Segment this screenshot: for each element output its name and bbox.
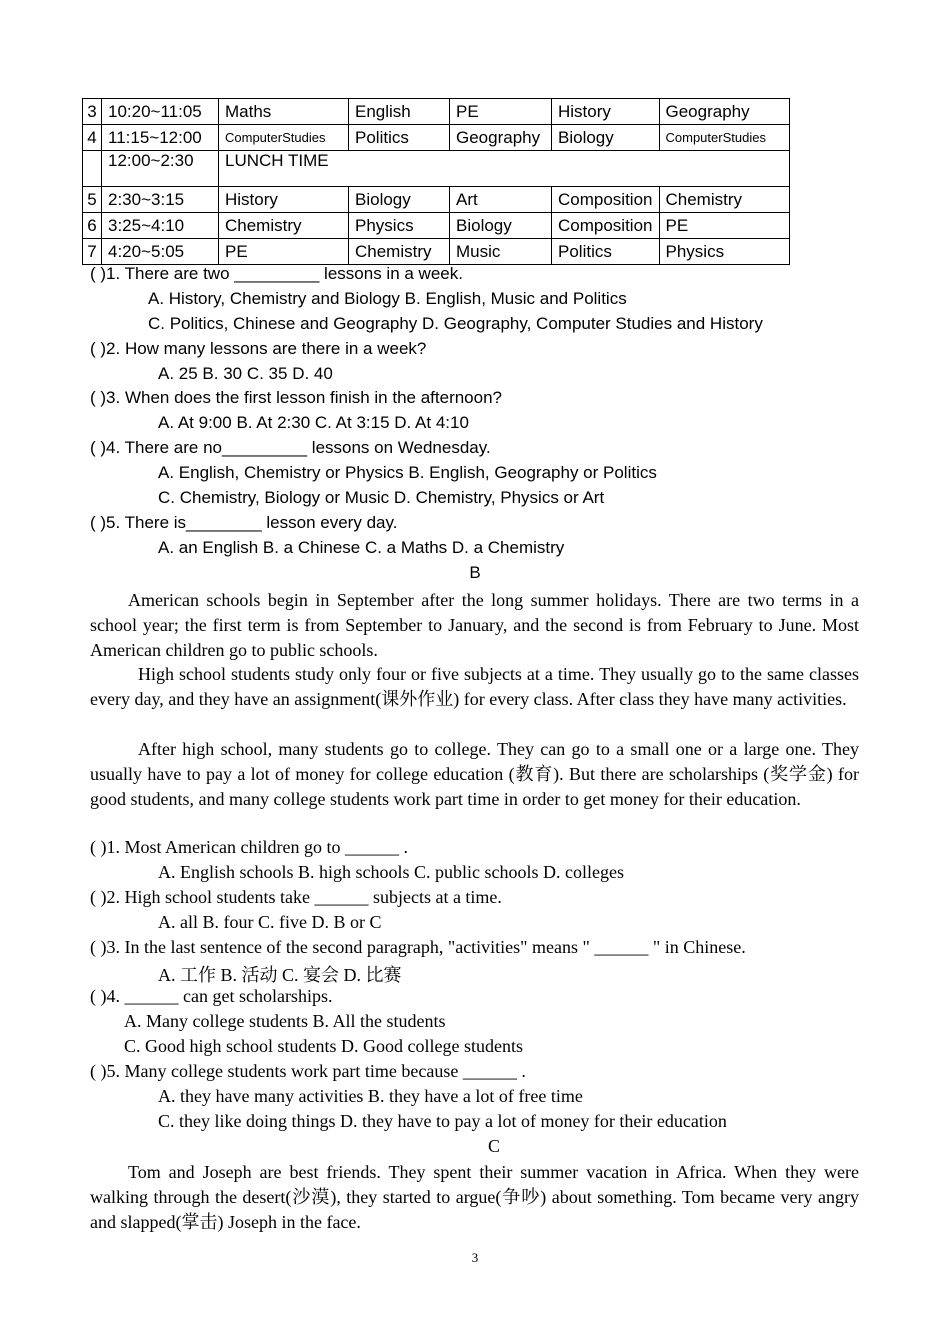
period-number: 5	[83, 187, 102, 213]
question-b5: ( )5. Many college students work part time because ______ .	[90, 1061, 526, 1081]
timetable-cell: Biology	[349, 187, 450, 213]
question-a3-options: A. At 9:00 B. At 2:30 C. At 3:15 D. At 4:10	[158, 413, 469, 432]
question-a4-options: A. English, Chemistry or Physics B. English, Geography or Politics	[158, 463, 657, 482]
timetable-cell: Composition	[552, 213, 660, 239]
timetable-row	[83, 99, 790, 125]
question-b5-options: C. they like doing things D. they have to pay a lot of money for their education	[158, 1111, 727, 1131]
timetable-cell: Chemistry	[349, 239, 450, 265]
period-time: 12:00~2:30	[102, 151, 219, 187]
question-a1-options: A. History, Chemistry and Biology B. English, Music and Politics	[148, 289, 627, 308]
timetable-cell: Music	[450, 239, 552, 265]
timetable-cell: Composition	[552, 187, 660, 213]
timetable-cell: Physics	[349, 213, 450, 239]
timetable-cell: PE	[659, 213, 789, 239]
question-b4-options: A. Many college students B. All the students	[124, 1011, 446, 1031]
question-a2: ( )2. How many lessons are there in a week?	[90, 339, 427, 358]
question-a4: ( )4. There are no_________ lessons on Wednesday.	[90, 438, 491, 457]
question-b4: ( )4. ______ can get scholarships.	[90, 986, 333, 1006]
question-b3-options: A. 工作 B. 活动 C. 宴会 D. 比赛	[158, 965, 402, 985]
period-time: 4:20~5:05	[102, 239, 219, 265]
timetable-cell: History	[219, 187, 349, 213]
question-b4-options: C. Good high school students D. Good college students	[124, 1036, 523, 1056]
question-b5-options: A. they have many activities B. they have a lot of free time	[158, 1086, 583, 1106]
timetable-row-lunch	[83, 151, 790, 187]
timetable	[82, 98, 790, 265]
timetable-cell: ComputerStudies	[659, 125, 789, 151]
timetable-cell: PE	[219, 239, 349, 265]
question-b2: ( )2. High school students take ______ subjects at a time.	[90, 887, 502, 907]
timetable-cell: ComputerStudies	[219, 125, 349, 151]
timetable-cell: Physics	[659, 239, 789, 265]
section-b-paragraph-1: American schools begin in September after the long summer holidays. There are two terms in a school year; the first term is from September to January, and the second is from February to June. Most American children go to public schools.	[90, 590, 859, 660]
question-a5-options: A. an English B. a Chinese C. a Maths D. a Chemistry	[158, 538, 565, 557]
question-a1-options: C. Politics, Chinese and Geography D. Geography, Computer Studies and History	[148, 314, 763, 333]
section-c-heading: C	[487, 1136, 500, 1156]
period-time: 10:20~11:05	[102, 99, 219, 125]
section-c-paragraph-1: Tom and Joseph are best friends. They spent their summer vacation in Africa. When they were walking through the desert(沙漠), they started to argue(争吵) about something. Tom became very angry and slapped(掌击) Joseph in the face.	[90, 1162, 859, 1232]
timetable-cell: Politics	[349, 125, 450, 151]
timetable-row	[83, 187, 790, 213]
question-a3: ( )3. When does the first lesson finish in the afternoon?	[90, 388, 503, 407]
timetable-cell: Chemistry	[659, 187, 789, 213]
timetable-row	[83, 213, 790, 239]
question-b3: ( )3. In the last sentence of the second paragraph, "activities" means " ______ " in Chinese.	[90, 937, 746, 957]
question-a2-options: A. 25 B. 30 C. 35 D. 40	[158, 364, 333, 383]
period-number: 7	[83, 239, 102, 265]
question-a1: ( )1. There are two _________ lessons in a week.	[90, 264, 463, 283]
timetable-cell: History	[552, 99, 660, 125]
timetable-cell: PE	[450, 99, 552, 125]
timetable-row	[83, 125, 790, 151]
timetable-cell: Maths	[219, 99, 349, 125]
timetable-cell: Geography	[450, 125, 552, 151]
timetable-cell: Biology	[552, 125, 660, 151]
period-number	[83, 151, 102, 187]
question-b1: ( )1. Most American children go to ______ .	[90, 837, 408, 857]
timetable-cell: Politics	[552, 239, 660, 265]
question-b1-options: A. English schools B. high schools C. public schools D. colleges	[158, 862, 624, 882]
period-time: 3:25~4:10	[102, 213, 219, 239]
question-a4-options: C. Chemistry, Biology or Music D. Chemistry, Physics or Art	[158, 488, 605, 507]
period-number: 4	[83, 125, 102, 151]
period-time: 11:15~12:00	[102, 125, 219, 151]
lunch-time-cell: LUNCH TIME	[219, 151, 790, 187]
timetable-cell: English	[349, 99, 450, 125]
question-b2-options: A. all B. four C. five D. B or C	[158, 912, 382, 932]
period-number: 6	[83, 213, 102, 239]
timetable-row	[83, 239, 790, 265]
page-number: 3	[471, 1250, 479, 1265]
timetable-cell: Biology	[450, 213, 552, 239]
period-number: 3	[83, 99, 102, 125]
question-a5: ( )5. There is________ lesson every day.	[90, 513, 398, 532]
period-time: 2:30~3:15	[102, 187, 219, 213]
section-b-paragraph-2: High school students study only four or five subjects at a time. They usually go to the same classes every day, and they have an assignment(课外作业) for every class. After class they have many activities.	[90, 664, 859, 709]
timetable-cell: Art	[450, 187, 552, 213]
section-b-paragraph-3: After high school, many students go to college. They can go to a small one or a large one. They usually have to pay a lot of money for college education (教育). But there are scholarships (奖学金) for good students, and many college students work part time in order to get money for their education.	[90, 739, 859, 809]
timetable-cell: Geography	[659, 99, 789, 125]
section-b-heading: B	[469, 563, 481, 582]
timetable-cell: Chemistry	[219, 213, 349, 239]
